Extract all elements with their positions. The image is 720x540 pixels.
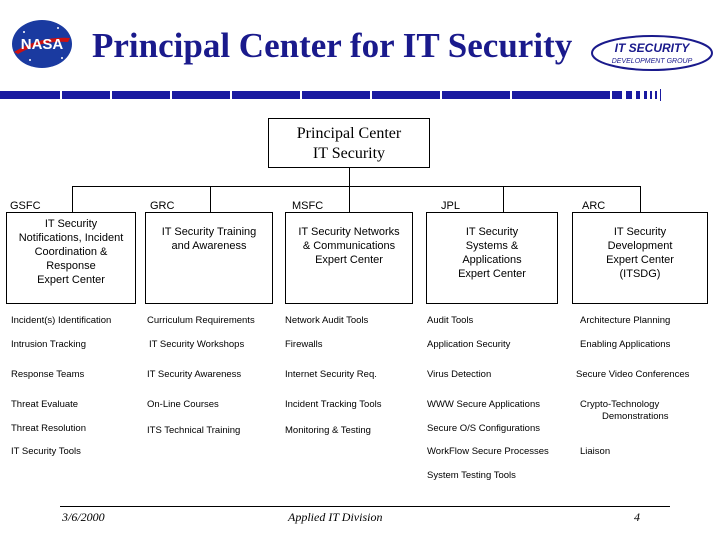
connector-bus <box>72 186 640 187</box>
itsdg-logo-line1: IT SECURITY <box>614 41 690 55</box>
itsdg-logo <box>590 34 714 72</box>
unit-msfc-line: IT Security Networks <box>298 226 400 238</box>
list-item: Curriculum Requirements <box>147 315 255 326</box>
unit-box-msfc <box>285 212 413 304</box>
list-item: Secure O/S Configurations <box>427 423 541 434</box>
list-item: ITS Technical Training <box>147 425 241 436</box>
itsdg-logo-line2: DEVELOPMENT GROUP <box>611 58 693 65</box>
list-item: Crypto-Technology <box>580 399 660 410</box>
unit-box-arc <box>572 212 708 304</box>
list-item: Intrusion Tracking <box>11 339 86 350</box>
principal-center-box <box>268 118 430 168</box>
unit-box-grc <box>145 212 273 304</box>
unit-arc-line: Expert Center <box>606 254 674 266</box>
list-item: Enabling Applications <box>580 339 671 350</box>
header-arc: ARC <box>582 200 606 212</box>
unit-jpl-line: Systems & <box>465 240 519 252</box>
connector-trunk <box>349 168 350 186</box>
list-item: IT Security Tools <box>11 446 81 457</box>
list-item: Incident(s) Identification <box>11 315 112 326</box>
footer-rule <box>60 506 670 507</box>
list-item: Incident Tracking Tools <box>285 399 382 410</box>
unit-arc-line: Development <box>607 240 673 252</box>
list-item: On-Line Courses <box>147 399 219 410</box>
unit-msfc-line: Expert Center <box>315 254 383 266</box>
list-item: Application Security <box>427 339 511 350</box>
list-item: Virus Detection <box>427 369 492 380</box>
unit-box-jpl <box>426 212 558 304</box>
list-item: Threat Evaluate <box>11 399 79 410</box>
unit-gsfc-line: Expert Center <box>37 274 105 286</box>
list-item: IT Security Workshops <box>149 339 245 350</box>
unit-box-gsfc <box>6 212 136 304</box>
decorative-band <box>0 86 720 106</box>
connector-arc <box>640 186 641 212</box>
connector-msfc <box>349 186 350 212</box>
footer-division: Applied IT Division <box>288 510 383 524</box>
unit-jpl-line: Applications <box>462 254 522 266</box>
list-item: Liaison <box>580 446 611 457</box>
list-item: Internet Security Req. <box>285 369 377 380</box>
page-title: Principal Center for IT Security <box>92 26 573 65</box>
unit-gsfc-line: IT Security <box>44 218 98 230</box>
list-item: Threat Resolution <box>11 423 86 434</box>
list-item: WWW Secure Applications <box>427 399 540 410</box>
unit-arc-line: IT Security <box>613 226 667 238</box>
connector-gsfc <box>72 186 73 212</box>
unit-grc-line: IT Security Training <box>161 226 257 238</box>
unit-arc-line: (ITSDG) <box>619 268 661 280</box>
unit-jpl-line: IT Security <box>465 226 519 238</box>
page-number: 4 <box>634 510 640 524</box>
list-item: System Testing Tools <box>427 470 516 481</box>
list-item: WorkFlow Secure Processes <box>427 446 549 457</box>
unit-msfc-line: & Communications <box>302 240 396 252</box>
connector-jpl <box>503 186 504 212</box>
list-item: Firewalls <box>285 339 323 350</box>
connector-grc <box>210 186 211 212</box>
unit-grc-line: and Awareness <box>171 240 247 252</box>
header-msfc: MSFC <box>292 200 324 212</box>
unit-gsfc-line: Coordination & <box>34 246 108 258</box>
list-item: Monitoring & Testing <box>285 425 371 436</box>
unit-jpl-line: Expert Center <box>458 268 526 280</box>
principal-center-line2: IT Security <box>312 145 386 162</box>
list-item: Architecture Planning <box>580 315 671 326</box>
header-gsfc: GSFC <box>10 200 41 212</box>
unit-gsfc-line: Response <box>46 260 96 272</box>
nasa-logo <box>10 18 74 70</box>
list-item: Audit Tools <box>427 315 474 326</box>
header-jpl: JPL <box>441 200 460 212</box>
list-item: Secure Video Conferences <box>576 369 690 380</box>
list-item: Demonstrations <box>602 411 669 422</box>
list-item: Network Audit Tools <box>285 315 369 326</box>
list-item: IT Security Awareness <box>147 369 242 380</box>
unit-gsfc-line: Notifications, Incident <box>18 232 124 244</box>
footer-date: 3/6/2000 <box>62 510 105 524</box>
header-grc: GRC <box>150 200 175 212</box>
list-item: Response Teams <box>11 369 85 380</box>
nasa-logo-text: NASA <box>20 36 64 53</box>
principal-center-line1: Principal Center <box>296 125 402 142</box>
